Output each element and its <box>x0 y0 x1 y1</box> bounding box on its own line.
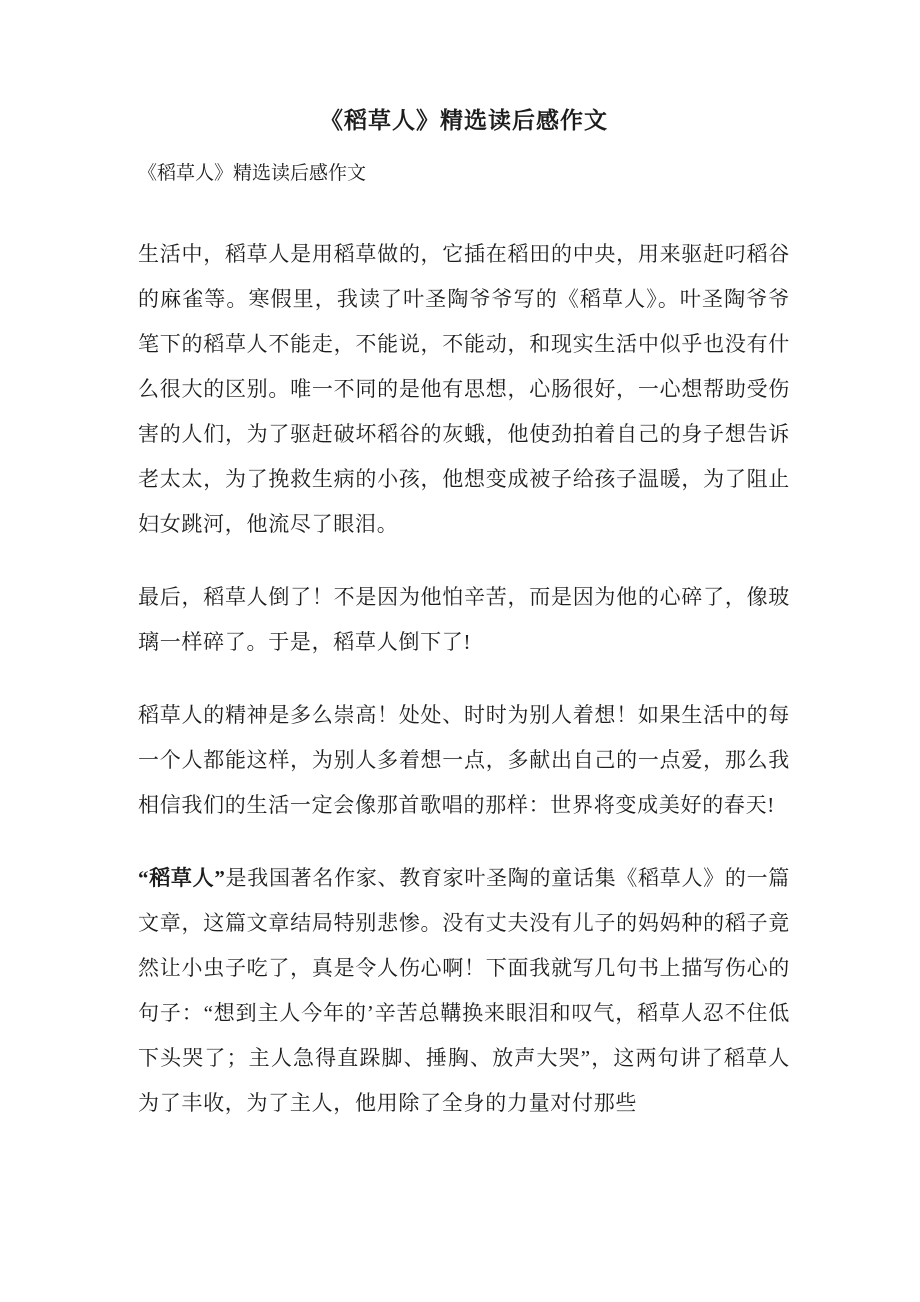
paragraph-3: 稻草人的精神是多么崇高！处处、时时为别人着想！如果生活中的每一个人都能这样，为别人多着想一点，多献出自己的一点爱，那么我相信我们的生活一定会像那首歌唱的那样：世界将变成美好的春天! <box>138 703 790 817</box>
paragraph-4 <box>138 856 790 1126</box>
paragraph-2: 最后，稻草人倒了！不是因为他怕辛苦，而是因为他的心碎了，像玻璃一样碎了。于是，稻草人倒下了! <box>138 585 790 654</box>
paragraph-4-bold-lead: “稻草人” <box>138 866 226 890</box>
document-title: 《稻草人》精选读后感作文 <box>320 108 608 133</box>
paragraph-1: 生活中，稻草人是用稻草做的，它插在稻田的中央，用来驱赶叼稻谷的麻雀等。寒假里，我读了叶圣陶爷爷写的《稻草人》。叶圣陶爷爷笔下的稻草人不能走，不能说，不能动，和现实生活中似乎也没有什么很大的区别。唯一不同的是他有思想，心肠很好，一心想帮助受伤害的人们，为了驱赶破坏稻谷的灰蛾，他使劲拍着自己的身子想告诉老太太，为了挽救生病的小孩，他想变成被子给孩子温暖，为了阻止妇女跳河，他流尽了眼泪。 <box>138 242 790 536</box>
paragraph-4-text: 是我国著名作家、教育家叶圣陶的童话集《稻草人》的一篇文章，这篇文章结局特别悲惨。没有丈夫没有儿子的妈妈种的稻子竟然让小虫子吃了，真是令人伤心啊！下面我就写几句书上描写伤心的句子：“想到主人今年的’辛苦总鞲换来眼泪和叹气，稻草人忍不住低下头哭了；主人急得直跺脚、捶胸、放声大哭”，这两句讲了稻草人为了丰收，为了主人，他用除了全身的力量对付那些 <box>138 866 791 1115</box>
document-subtitle: 《稻草人》精选读后感作文 <box>138 163 367 184</box>
